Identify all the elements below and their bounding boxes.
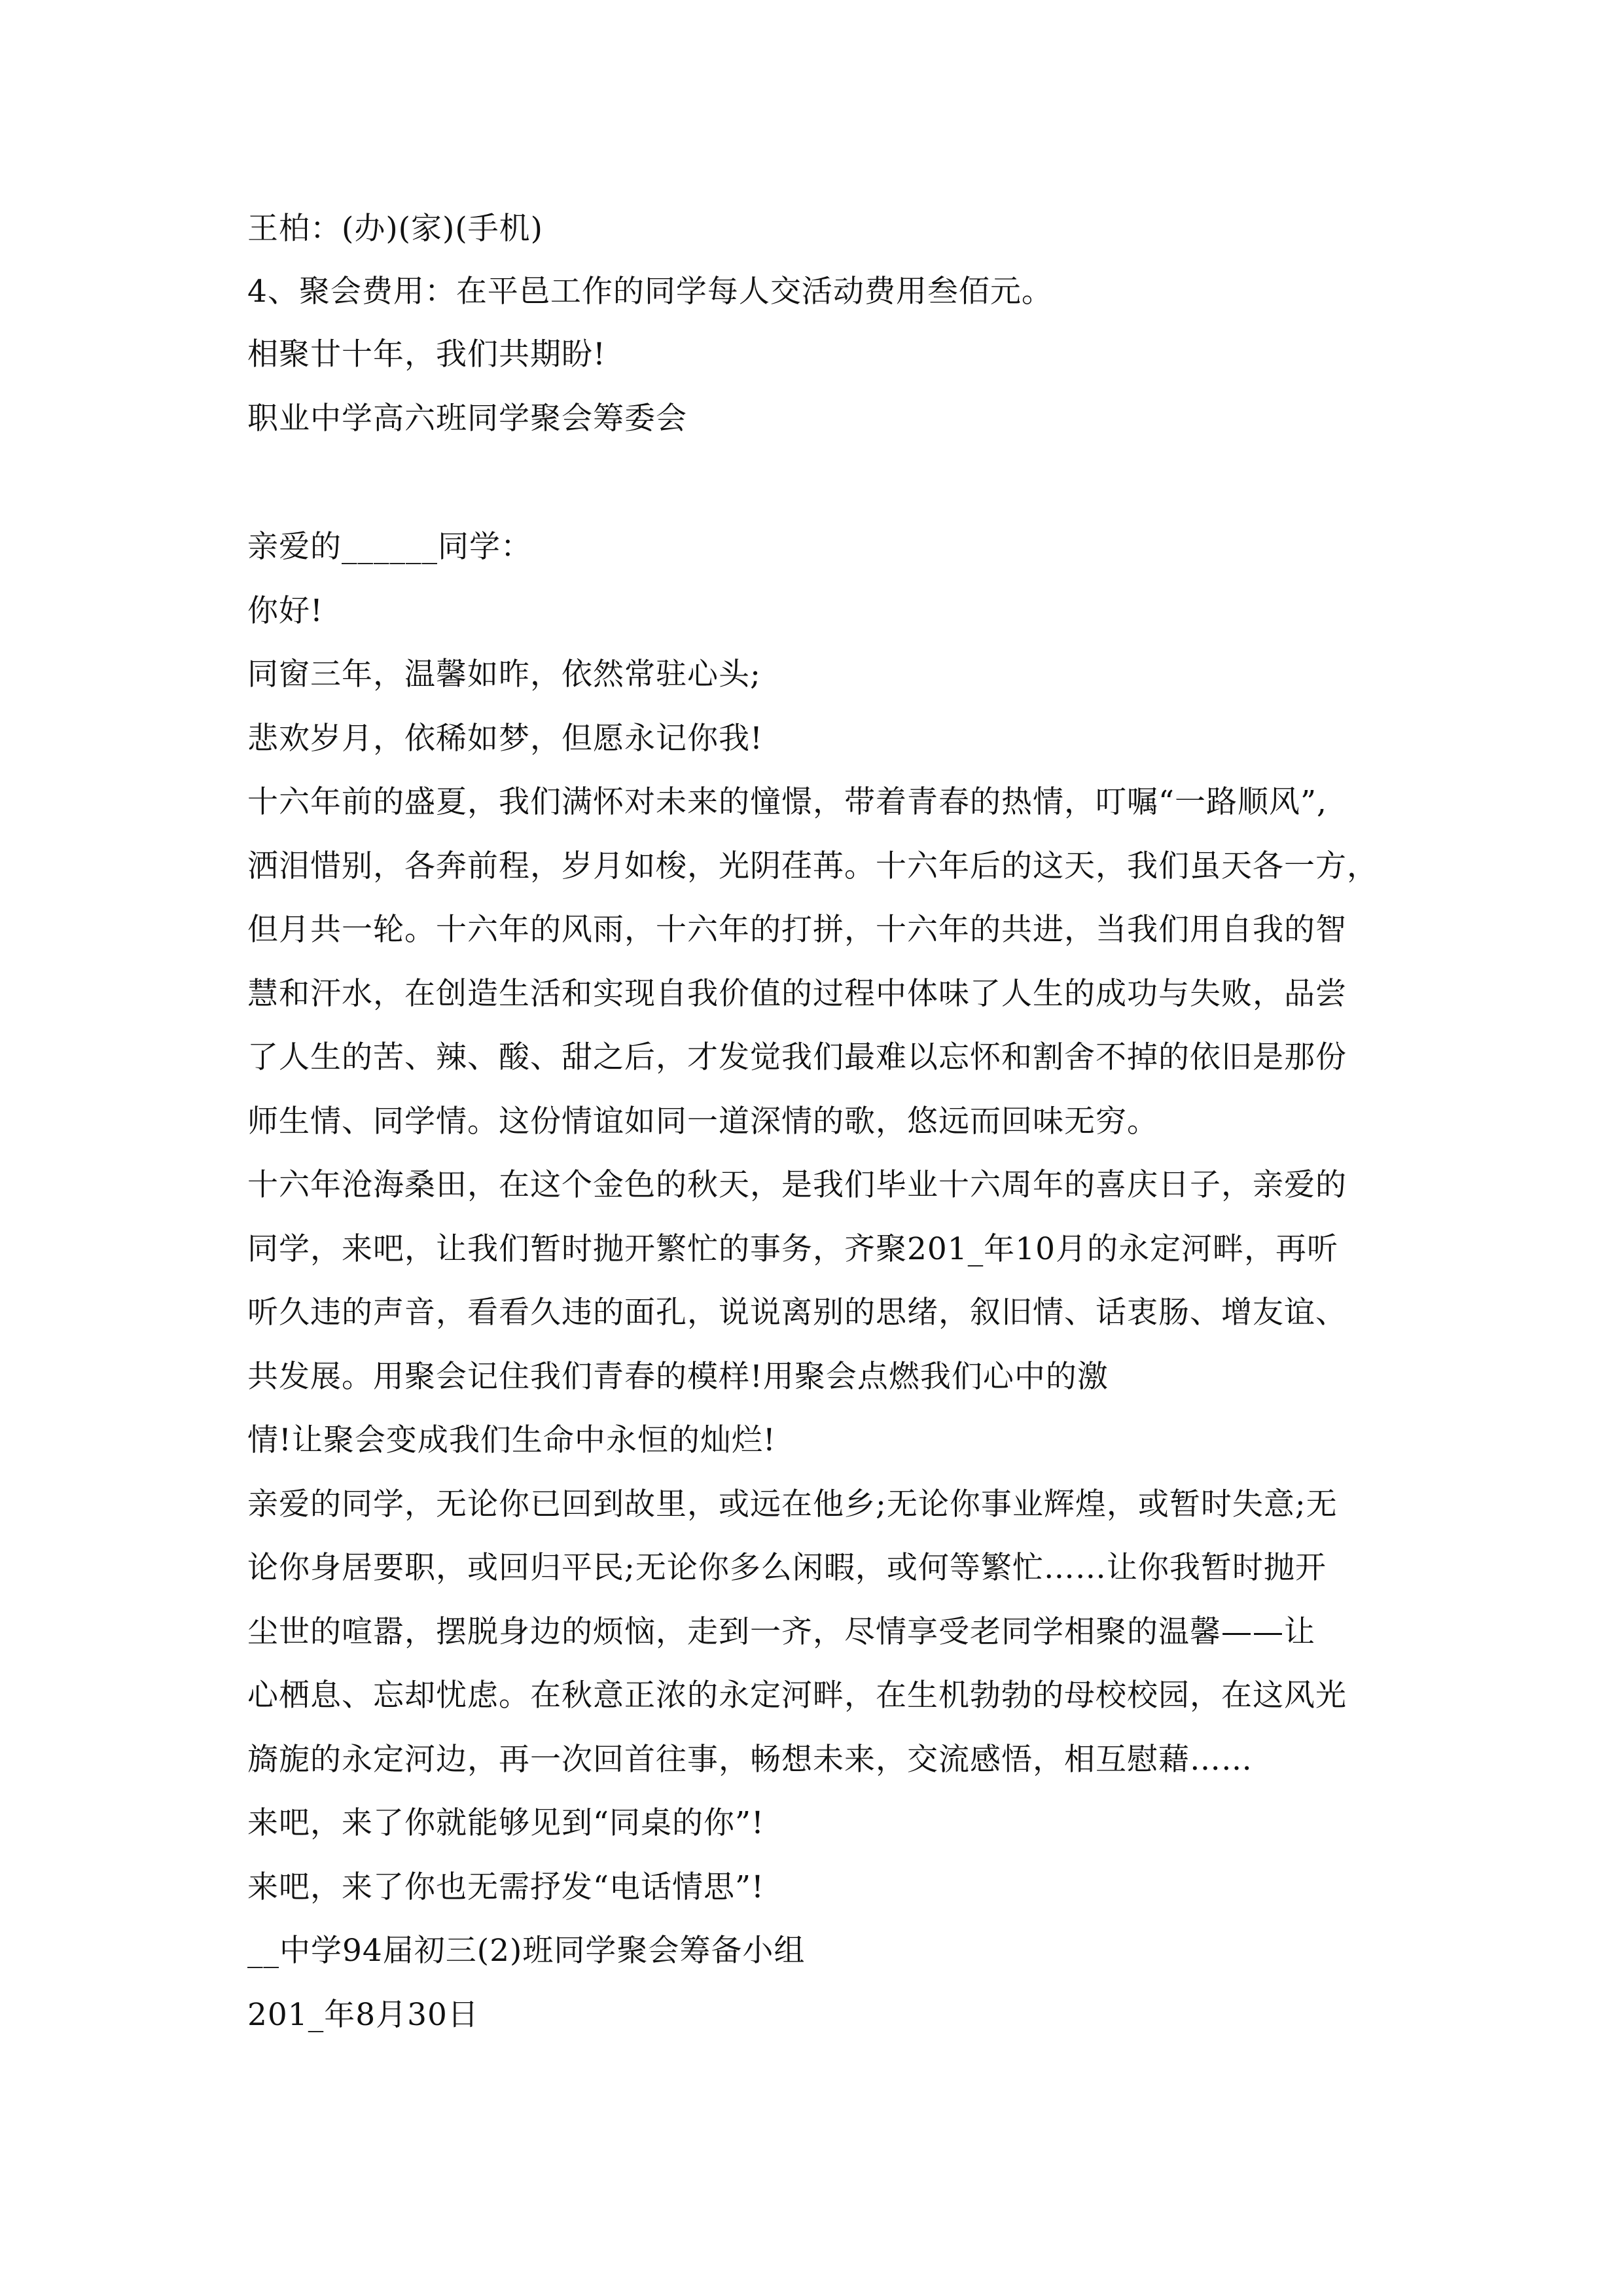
paragraph-1-line: 但月共一轮。十六年的风雨，十六年的打拼，十六年的共进，当我们用自我的智 — [247, 912, 1347, 948]
paragraph-1-line: 十六年前的盛夏，我们满怀对未来的憧憬，带着青春的热情，叮嘱“一路顺风”, — [247, 784, 1327, 820]
greeting: 你好! — [247, 593, 323, 629]
closing-line-1: 来吧，来了你就能够见到“同桌的你”! — [247, 1805, 764, 1841]
paragraph-3-line: 亲爱的同学，无论你已回到故里，或远在他乡;无论你事业辉煌，或暂时失意;无 — [247, 1486, 1338, 1522]
organizer-line: 职业中学高六班同学聚会筹委会 — [247, 401, 687, 437]
paragraph-1-line: 了人生的苦、辣、酸、甜之后，才发觉我们最难以忘怀和割舍不掉的依旧是那份 — [247, 1039, 1347, 1075]
paragraph-3-line: 论你身居要职，或回归平民;无论你多么闲暇，或何等繁忙……让你我暂时抛开 — [247, 1550, 1327, 1586]
paragraph-1-line: 慧和汗水，在创造生活和实现自我价值的过程中体味了人生的成功与失败，品尝 — [247, 976, 1347, 1012]
paragraph-2-line: 情!让聚会变成我们生命中永恒的灿烂! — [247, 1422, 776, 1458]
signature: __中学94届初三(2)班同学聚会筹备小组 — [247, 1933, 806, 1969]
letter-date: 201_年8月30日 — [247, 1997, 479, 2033]
paragraph-2-line: 共发展。用聚会记住我们青春的模样!用聚会点燃我们心中的激 — [247, 1359, 1109, 1395]
contact-line: 王柏：(办)(家)(手机) — [247, 211, 544, 247]
salutation: 亲爱的______同学： — [247, 529, 532, 565]
poem-line-2: 悲欢岁月，依稀如梦，但愿永记你我! — [247, 721, 763, 757]
paragraph-2-line: 十六年沧海桑田，在这个金色的秋天，是我们毕业十六周年的喜庆日子，亲爱的 — [247, 1167, 1347, 1203]
paragraph-3-line: 心栖息、忘却忧虑。在秋意正浓的永定河畔，在生机勃勃的母校校园，在这风光 — [247, 1677, 1347, 1713]
paragraph-2-line: 同学，来吧，让我们暂时抛开繁忙的事务，齐聚201_年10月的永定河畔，再听 — [247, 1231, 1339, 1267]
poem-line-1: 同窗三年，温馨如昨，依然常驻心头; — [247, 656, 761, 692]
paragraph-1-line: 师生情、同学情。这份情谊如同一道深情的歌，悠远而回味无穷。 — [247, 1103, 1158, 1139]
fee-line: 4、聚会费用：在平邑工作的同学每人交活动费用叁佰元。 — [247, 274, 1053, 310]
slogan-line: 相聚廿十年，我们共期盼! — [247, 336, 606, 372]
paragraph-1-line: 洒泪惜别，各奔前程，岁月如梭，光阴荏苒。十六年后的这天，我们虽天各一方， — [247, 848, 1378, 884]
paragraph-3-line: 尘世的喧嚣，摆脱身边的烦恼，走到一齐，尽情享受老同学相聚的温馨——让 — [247, 1614, 1315, 1650]
paragraph-3-line: 旖旎的永定河边，再一次回首往事，畅想未来，交流感悟，相互慰藉…… — [247, 1742, 1253, 1778]
paragraph-2-line: 听久违的声音，看看久违的面孔，说说离别的思绪，叙旧情、话衷肠、增友谊、 — [247, 1295, 1347, 1331]
closing-line-2: 来吧，来了你也无需抒发“电话情思”! — [247, 1869, 764, 1905]
